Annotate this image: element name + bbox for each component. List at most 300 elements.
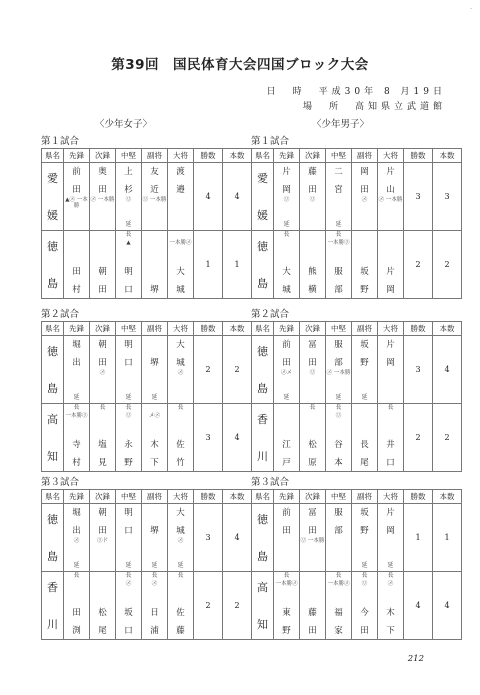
player-name-part: 片 [386,167,395,177]
player-name-part: 今 [360,608,369,618]
column-header: 本数 [223,322,252,336]
boys-match-2-label: 第２試合 [251,309,290,320]
player-name-part: 野 [360,526,369,536]
player-name-part: 坂 [360,508,369,518]
column-header: 勝数 [194,490,223,504]
column-header: 次鋒 [300,149,326,163]
player-name-part: 前 [282,340,291,350]
player-cell [142,404,168,472]
player-name-part: 田 [308,358,317,368]
player-name-part: 堀 [72,508,81,518]
player-name-part: 田 [308,626,317,636]
bout-note: 延 [335,221,342,228]
team-row [252,163,462,231]
player-name-part: 服 [334,508,343,518]
header-row [42,322,252,336]
player-cell [326,336,352,404]
player-name-part: 邉 [176,185,185,195]
player-name-part: 部 [334,526,343,536]
wins-count: 4 [194,163,223,231]
points-count: 4 [433,572,462,640]
player-cell [142,231,168,299]
result-mark: ㋷ド [96,538,108,544]
player-name-part: 竹 [176,458,185,468]
team-row [252,336,462,404]
player-name-part: 上 [124,167,133,177]
player-name-part: 出 [72,358,81,368]
result-mark: ㋷ [335,413,342,419]
bout-note: 長 [99,404,106,411]
result-mark: ㋷ [283,197,290,203]
wins-count: 4 [404,572,433,640]
wins-count: 3 [194,504,223,572]
player-cell [168,404,194,472]
player-cell [64,336,90,404]
player-name-part: 田 [360,185,369,195]
player-name-part: 口 [386,458,395,468]
player-cell [116,572,142,640]
player-name-part: 部 [334,358,343,368]
wins-count: 1 [404,504,433,572]
result-mark: 一本勝㋷ [65,413,88,419]
bout-note: 長 [177,404,184,411]
boys-section-title: 〈少年男子〉 [312,119,370,130]
player-cell [116,231,142,299]
column-header: 県名 [42,490,64,504]
prefecture-name: 徳 島 [42,504,64,572]
column-header: 本数 [223,149,252,163]
header-row [42,490,252,504]
girls-match-1-label: 第１試合 [41,136,80,147]
points-count: 3 [433,163,462,231]
player-name-part: 大 [282,267,291,277]
player-name-part: 城 [176,358,185,368]
bout-note: 延 [151,562,158,569]
column-header: 大将 [168,149,194,163]
player-name-part: 坂 [360,267,369,277]
player-cell [300,231,326,299]
column-header: 中堅 [326,149,352,163]
player-name-part: 江 [282,440,291,450]
player-cell [326,572,352,640]
player-cell [274,163,300,231]
bout-note: 延 [125,394,132,401]
bout-note: 長 [335,404,342,411]
bout-note: 延 [151,394,158,401]
player-name-part: 尾 [98,626,107,636]
player-name-part: 城 [282,285,291,295]
player-name-part: 田 [98,185,107,195]
result-mark: 一本勝㋱ [275,581,298,587]
player-cell [90,231,116,299]
player-name-part: 友 [150,167,159,177]
player-name-part: 井 [386,440,395,450]
player-name-part: 田 [308,185,317,195]
player-cell [168,504,194,572]
result-mark: ㋱ [73,538,80,544]
prefecture-name: 香 川 [42,572,64,640]
player-name-part: 見 [98,458,107,468]
player-name-part: 原 [308,458,317,468]
player-cell [90,336,116,404]
result-mark: ㋱ 一本勝 [378,197,403,203]
player-name-part: 佐 [176,608,185,618]
player-name-part: 田 [72,608,81,618]
player-cell [300,336,326,404]
player-name-part: 藤 [308,167,317,177]
column-header: 中堅 [326,490,352,504]
points-count: 2 [433,404,462,472]
player-cell [352,404,378,472]
player-name-part: 岡 [386,358,395,368]
player-name-part: 本 [334,458,343,468]
player-name-part: 田 [282,358,291,368]
player-name-part: 野 [360,358,369,368]
column-header: 中堅 [116,490,142,504]
page-number: 212 [407,654,424,664]
column-header: 本数 [433,490,462,504]
player-name-part: 岡 [360,167,369,177]
player-cell [378,231,404,299]
result-mark: ㋱ [177,538,184,544]
player-name-part: 山 [386,185,395,195]
points-count: 4 [223,504,252,572]
player-cell [300,163,326,231]
player-name-part: 片 [282,167,291,177]
player-name-part: 朝 [98,267,107,277]
column-header: 勝数 [194,149,223,163]
player-name-part: 松 [308,440,317,450]
player-cell [90,504,116,572]
prefecture-name: 高 知 [252,572,274,640]
player-name-part: 口 [124,526,133,536]
girls-match-3-table [41,489,252,640]
team-row [42,572,252,640]
bout-note: 延 [335,394,342,401]
player-name-part: 福 [334,608,343,618]
player-cell [326,404,352,472]
points-count: 4 [433,336,462,404]
player-cell [116,504,142,572]
player-name-part: 口 [124,285,133,295]
player-cell [64,163,90,231]
result-mark: ㋷ [361,581,368,587]
player-name-part: 坂 [124,608,133,618]
player-cell [64,231,90,299]
player-cell [352,504,378,572]
player-cell [274,572,300,640]
player-name-part: 口 [124,358,133,368]
wins-count: 2 [404,231,433,299]
column-header: 副将 [352,490,378,504]
column-header: 次鋒 [90,322,116,336]
player-name-part: 堀 [72,340,81,350]
player-cell [378,336,404,404]
player-name-part: 野 [282,626,291,636]
column-header: 本数 [223,490,252,504]
column-header: 大将 [378,490,404,504]
points-count: 2 [223,572,252,640]
column-header: 副将 [352,149,378,163]
result-mark: ㋷ [309,370,316,376]
column-header: 県名 [42,149,64,163]
column-header: 副将 [142,149,168,163]
bout-note: 長 [283,231,290,238]
player-name-part: 藤 [308,608,317,618]
column-header: 勝数 [404,322,433,336]
bout-note: 長 [151,572,158,579]
player-cell [142,163,168,231]
result-mark: ㋱メ [280,370,292,376]
player-name-part: 戸 [282,458,291,468]
column-header: 勝数 [404,490,433,504]
player-name-part: 日 [150,608,159,618]
player-name-part: 野 [124,458,133,468]
result-mark: ㋱ [361,197,368,203]
column-header: 先鋒 [64,322,90,336]
result-mark: ㋱ 一本勝 [90,197,115,203]
player-cell [378,572,404,640]
event-venue: 場 所 高知県立武道館 [302,102,446,112]
bout-note: 長 [335,231,342,238]
player-name-part: 佐 [176,440,185,450]
player-name-part: 木 [386,608,395,618]
player-name-part: 明 [124,508,133,518]
bout-note: 延 [361,562,368,569]
result-mark: ㋷ [125,197,132,203]
bout-note: 長 [125,231,132,238]
player-cell [64,504,90,572]
player-name-part: 前 [72,167,81,177]
player-name-part: 田 [360,626,369,636]
player-name-part: 村 [72,285,81,295]
prefecture-name: 徳 島 [252,231,274,299]
player-name-part: 宮 [334,185,343,195]
player-cell [142,504,168,572]
player-name-part: 服 [334,267,343,277]
player-name-part: 永 [124,440,133,450]
boys-match-3-table [251,489,462,640]
player-cell [378,504,404,572]
result-mark: 一本勝㋱ [169,240,192,246]
player-name-part: 明 [124,267,133,277]
player-name-part: 片 [386,508,395,518]
prefecture-name: 徳 島 [252,336,274,404]
player-name-part: 下 [386,626,395,636]
player-name-part: 藤 [176,626,185,636]
player-name-part: 冨 [308,508,317,518]
team-row [42,231,252,299]
player-cell [326,231,352,299]
player-cell [378,163,404,231]
prefecture-name: 香 川 [252,404,274,472]
player-name-part: 塩 [98,440,107,450]
player-cell [300,504,326,572]
result-mark: ㋱ [387,581,394,587]
bout-note: 長 [177,572,184,579]
player-cell [90,572,116,640]
player-cell [378,404,404,472]
header-row [252,149,462,163]
column-header: 次鋒 [300,322,326,336]
boys-match-2-table [251,321,462,472]
points-count: 1 [433,504,462,572]
player-cell [300,404,326,472]
column-header: 勝数 [194,322,223,336]
player-cell [274,336,300,404]
column-header: 大将 [168,490,194,504]
player-name-part: 田 [308,526,317,536]
bout-note: 長 [125,404,132,411]
player-name-part: 片 [386,267,395,277]
player-name-part: 堺 [150,285,159,295]
player-name-part: 田 [98,358,107,368]
player-name-part: 口 [124,626,133,636]
player-name-part: 朝 [98,340,107,350]
player-name-part: 堺 [150,526,159,536]
header-row [252,490,462,504]
player-name-part: 冨 [308,340,317,350]
player-name-part: 明 [124,340,133,350]
bout-note: 延 [361,394,368,401]
player-name-part: 野 [360,285,369,295]
player-cell [274,231,300,299]
result-mark: ㋷ 一本勝 [142,197,167,203]
player-name-part: 前 [282,508,291,518]
player-cell [326,504,352,572]
bout-note: 長 [125,572,132,579]
girls-section-title: 〈少年女子〉 [95,119,153,130]
boys-match-1-table [251,148,462,299]
bout-note: 長 [73,572,80,579]
team-row [252,404,462,472]
player-name-part: 朝 [98,508,107,518]
player-cell [168,336,194,404]
wins-count: 1 [194,231,223,299]
column-header: 次鋒 [300,490,326,504]
player-name-part: 田 [282,526,291,536]
player-name-part: 城 [176,285,185,295]
player-cell [116,163,142,231]
header-row [252,322,462,336]
player-name-part: 田 [98,285,107,295]
player-name-part: 木 [150,440,159,450]
bout-note: 長 [283,572,290,579]
column-header: 先鋒 [64,490,90,504]
player-name-part: 村 [72,458,81,468]
team-row [42,404,252,472]
player-name-part: 大 [176,340,185,350]
player-name-part: 二 [334,167,343,177]
bout-note: 延 [283,221,290,228]
boys-match-3-label: 第３試合 [251,477,290,488]
player-name-part: 岡 [386,285,395,295]
player-cell [116,404,142,472]
player-cell [300,572,326,640]
player-name-part: 谷 [334,440,343,450]
player-name-part: 近 [150,185,159,195]
bout-note: 延 [283,394,290,401]
column-header: 中堅 [116,149,142,163]
player-name-part: 岡 [386,526,395,536]
bout-note: 延 [73,562,80,569]
wins-count: 3 [194,404,223,472]
player-cell [90,404,116,472]
player-name-part: 大 [176,267,185,277]
page-title: 第39回 国民体育大会四国ブロック大会 [111,57,369,73]
corner-mark: · [470,6,472,13]
column-header: 次鋒 [90,490,116,504]
bout-note: 長 [387,404,394,411]
points-count: 4 [223,163,252,231]
player-cell [352,163,378,231]
header-row [42,149,252,163]
bout-note: 長 [309,404,316,411]
prefecture-name: 愛 媛 [252,163,274,231]
result-mark: 一本勝㋱ [327,581,350,587]
bout-note: 延 [387,562,394,569]
player-name-part: 田 [72,267,81,277]
bout-note: 延 [73,394,80,401]
result-mark: メ㋱ [148,413,160,419]
column-header: 県名 [252,149,274,163]
team-row [252,231,462,299]
player-cell [64,404,90,472]
team-row [252,572,462,640]
wins-count: 2 [194,572,223,640]
column-header: 副将 [142,490,168,504]
player-cell [352,572,378,640]
player-name-part: 杉 [124,185,133,195]
points-count: 2 [223,336,252,404]
player-name-part: 部 [334,285,343,295]
player-name-part: 堺 [150,358,159,368]
prefecture-name: 徳 島 [252,504,274,572]
bout-note: 延 [125,221,132,228]
player-name-part: 浦 [150,626,159,636]
column-header: 大将 [378,149,404,163]
column-header: 本数 [433,322,462,336]
column-header: 県名 [252,490,274,504]
points-count: 4 [223,404,252,472]
player-name-part: 松 [98,608,107,618]
column-header: 先鋒 [274,490,300,504]
player-name-part: 尾 [360,458,369,468]
prefecture-name: 高 知 [42,404,64,472]
column-header: 先鋒 [64,149,90,163]
column-header: 先鋒 [274,149,300,163]
wins-count: 3 [404,336,433,404]
player-cell [64,572,90,640]
player-name-part: 片 [386,340,395,350]
player-name-part: 服 [334,340,343,350]
result-mark: ㋱ 一本勝 [326,370,351,376]
result-mark: ㋱ [125,581,132,587]
result-mark: ㋱ [99,370,106,376]
player-name-part: 坂 [360,340,369,350]
boys-match-1-label: 第１試合 [251,136,290,147]
points-count: 1 [223,231,252,299]
player-name-part: 城 [176,526,185,536]
player-cell [116,336,142,404]
column-header: 本数 [433,149,462,163]
player-name-part: 出 [72,526,81,536]
player-name-part: 東 [282,608,291,618]
column-header: 大将 [378,322,404,336]
column-header: 副将 [352,322,378,336]
player-name-part: 下 [150,458,159,468]
girls-match-2-label: 第２試合 [41,309,80,320]
